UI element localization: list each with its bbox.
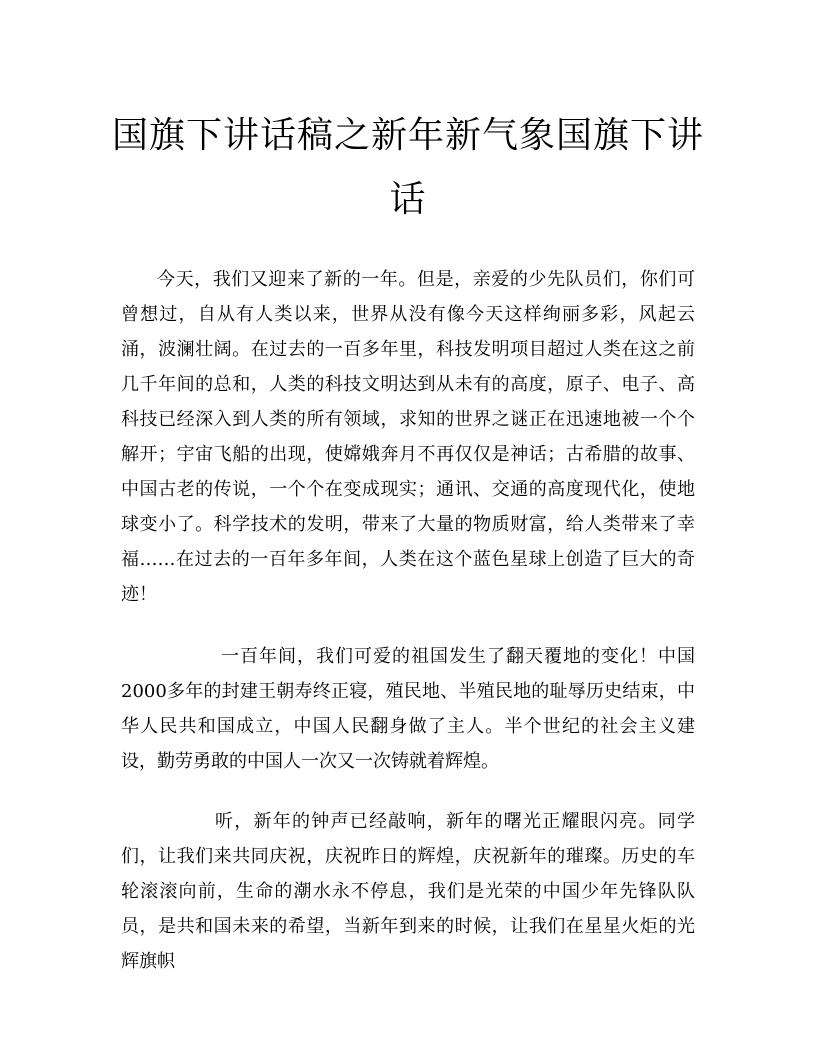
paragraph-new-year-call: 听，新年的钟声已经敲响，新年的曙光正耀眼闪亮。同学们，让我们来共同庆祝，庆祝昨日的辉煌，庆祝新年的璀璨。历史的车轮滚滚向前，生命的潮水永不停息，我们是光荣的中国少年先锋队队员，是共和国未来的希望，当新年到来的时候，让我们在星星火炬的光辉旗帜 (121, 811, 695, 972)
paragraph-progress-of-mankind: 今天，我们又迎来了新的一年。但是，亲爱的少先队员们，你们可曾想过，自从有人类以来，世界从没有像今天这样绚丽多彩，风起云涌，波澜壮阔。在过去的一百多年里，科技发明项目超过人类在这之前几千年间的总和，人类的科技文明达到从未有的高度，原子、电子、高科技已经深入到人类的所有领域，求知的世界之谜正在迅速地被一个个解开；宇宙飞船的出现，使嫦娥奔月不再仅仅是神话；古希腊的故事、中国古老的传说，一个个在变成现实；通讯、交通的高度现代化，使地球变小了。科学技术的发明，带来了大量的物质财富，给人类带来了幸福……在过去的一百年多年间，人类在这个蓝色星球上创造了巨大的奇迹！ (121, 269, 695, 605)
paragraph-changes-of-china: 一百年间，我们可爱的祖国发生了翻天覆地的变化！中国2000多年的封建王朝寿终正寝，殖民地、半殖民地的耻辱历史结束，中华人民共和国成立，中国人民翻身做了主人。半个世纪的社会主义建设，勤劳勇敢的中国人一次又一次铸就着辉煌。 (121, 646, 695, 772)
document-title: 国旗下讲话稿之新年新气象国旗下讲话 (111, 115, 704, 220)
